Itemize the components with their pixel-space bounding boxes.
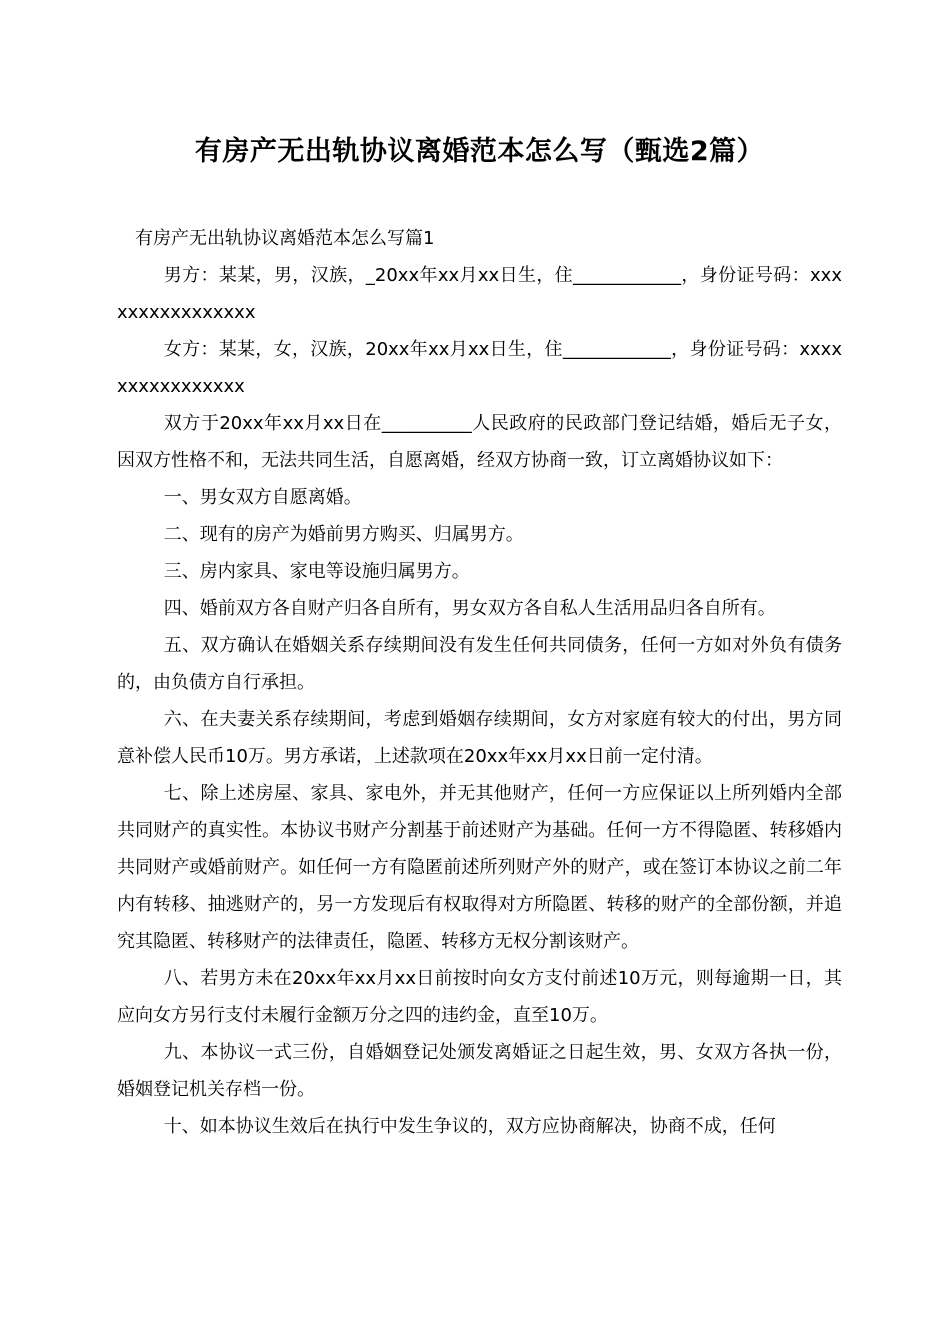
paragraph-wife-info: 女方：某某，女，汉族，20xx年xx月xx日生，住____________，身份证号码：xxxxxxxxxxxxxxxx (117, 339, 842, 397)
paragraph-clause-3: 三、房内家具、家电等设施归属男方。 (163, 561, 470, 582)
paragraph-intro: 双方于20xx年xx月xx日在__________人民政府的民政部门登记结婚，婚后无子女，因双方性格不和，无法共同生活，自愿离婚，经双方协商一致，订立离婚协议如下： (117, 413, 842, 471)
document-title: 有房产无出轨协议离婚范本怎么写（甄选2篇） (194, 136, 765, 167)
paragraph-clause-10: 十、如本协议生效后在执行中发生争议的，双方应协商解决，协商不成，任何 (163, 1116, 776, 1137)
paragraph-clause-2: 二、现有的房产为婚前男方购买、归属男方。 (163, 524, 524, 545)
paragraph-clause-5: 五、双方确认在婚姻关系存续期间没有发生任何共同债务，任何一方如对外负有债务的，由负债方自行承担。 (117, 635, 842, 693)
section-heading: 有房产无出轨协议离婚范本怎么写篇1 (135, 228, 435, 249)
paragraph-husband-info: 男方：某某，男，汉族，_20xx年xx月xx日生，住____________，身份证号码：xxxxxxxxxxxxxxxx (117, 265, 842, 323)
paragraph-clause-4: 四、婚前双方各自财产归各自所有，男女双方各自私人生活用品归各自所有。 (163, 598, 776, 619)
paragraph-clause-7: 七、除上述房屋、家具、家电外，并无其他财产，任何一方应保证以上所列婚内全部共同财产的真实性。本协议书财产分割基于前述财产为基础。任何一方不得隐匿、转移婚内共同财产或婚前财产。如任何一方有隐匿前述所列财产外的财产，或在签订本协议之前二年内有转移、抽逃财产的，另一方发现后有权取得对方所隐匿、转移的财产的全部份额，并追究其隐匿、转移财产的法律责任，隐匿、转移方无权分割该财产。 (117, 783, 842, 952)
paragraph-clause-1: 一、男女双方自愿离婚。 (163, 487, 362, 508)
paragraph-clause-6: 六、在夫妻关系存续期间，考虑到婚姻存续期间，女方对家庭有较大的付出，男方同意补偿人民币10万。男方承诺，上述款项在20xx年xx月xx日前一定付清。 (117, 709, 842, 767)
paragraph-clause-8: 八、若男方未在20xx年xx月xx日前按时向女方支付前述10万元，则每逾期一日，其应向女方另行支付未履行金额万分之四的违约金，直至10万。 (117, 968, 842, 1026)
paragraph-clause-9: 九、本协议一式三份，自婚姻登记处颁发离婚证之日起生效，男、女双方各执一份，婚姻登记机关存档一份。 (117, 1042, 842, 1100)
